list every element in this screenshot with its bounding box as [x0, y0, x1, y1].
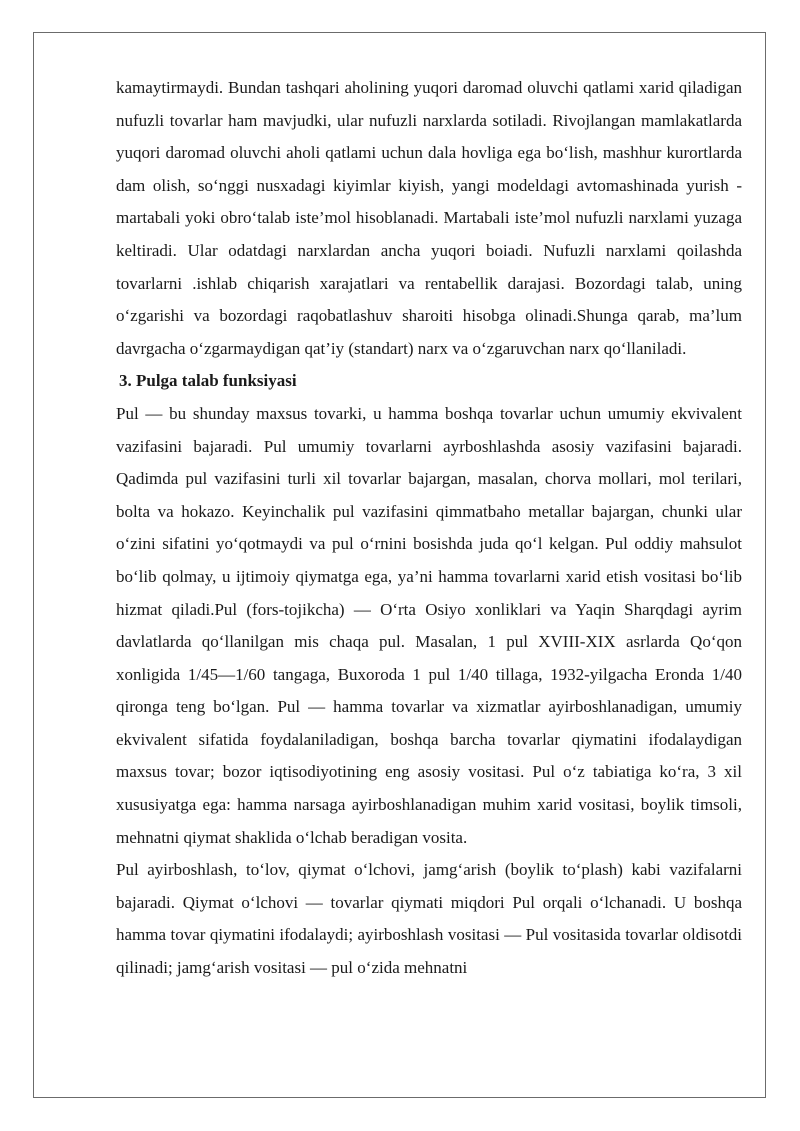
- paragraph-2: Pul — bu shunday maxsus tovarki, u hamma boshqa tovarlar uchun umumiy ekvivalent vazifasini bajaradi. Pul umumiy tovarlarni ayrboshlashda asosiy vazifasini bajaradi. Qadimda pul vazifasini turli xil tovarlar bajargan, masalan, chorva mollari, mol terilari, bolta va hokazo. Keyinchalik pul vazifasini qimmatbaho metallar bajargan, chunki ular o‘zini sifatini yo‘qotmaydi va pul o‘rnini bosishda juda qo‘l kelgan. Pul oddiy mahsulot bo‘lib qolmay, u ijtimoiy qiymatga ega, ya’ni hamma tovarlarni xarid etish vositasi bo‘lib hizmat qiladi.Pul (fors-tojikcha) — O‘rta Osiyo xonliklari va Yaqin Sharqdagi ayrim davlatlarda qo‘llanilgan mis chaqa pul. Masalan, 1 pul XVIII-XIX asrlarda Qo‘qon xonligida 1/45—1/60 tangaga, Buxoroda 1 pul 1/40 tillaga, 1932-yilgacha Eronda 1/40 qironga teng bo‘lgan. Pul — hamma tovarlar va xizmatlar ayirboshlanadigan, umumiy ekvivalent sifatida foydalaniladigan, boshqa barcha tovarlar qiymatini ifodalaydigan maxsus tovar; bozor iqtisodiyotining eng asosiy vositasi. Pul o‘z tabiatiga ko‘ra, 3 xil xususiyatga ega: hamma narsaga ayirboshlanadigan muhim xarid vositasi, boylik timsoli, mehnatni qiymat shaklida o‘lchab beradigan vosita.: [116, 403, 742, 847]
- document-body: [116, 72, 742, 985]
- section-heading: 3. Pulga talab funksiyasi: [119, 371, 297, 391]
- paragraph-1: kamaytirmaydi. Bundan tashqari aholining yuqori daromad oluvchi qatlami xarid qiladigan nufuzli tovarlar ham mavjudki, ular nufuzli narxlarda sotiladi. Rivojlangan mamlakatlarda yuqori daromad oluvchi aholi qatlami uchun dala hovliga ega bo‘lish, mashhur kurortlarda dam olish, so‘nggi nusxadagi kiyimlar kiyish, yangi modeldagi avtomashinada yurish - martabali yoki obro‘talab iste’mol hisoblanadi. Martabali iste’mol nufuzli narxlami yuzaga keltiradi. Ular odatdagi narxlardan ancha yuqori boiadi. Nufuzli narxlami qoilashda tovarlarni .ishlab chiqarish xarajatlari va rentabellik darajasi. Bozordagi talab, uning o‘zgarishi va bozordagi raqobatlashuv sharoiti hisobga olinadi.Shunga qarab, ma’lum davrgacha o‘zgarmaydigan qat’iy (standart) narx va o‘zgaruvchan narx qo‘llaniladi.: [116, 78, 742, 358]
- paragraph-3: Pul ayirboshlash, to‘lov, qiymat o‘lchovi, jamg‘arish (boylik to‘plash) kabi vazifalarni bajaradi. Qiymat o‘lchovi — tovarlar qiymati miqdori Pul orqali o‘lchanadi. U boshqa hamma tovar qiymatini ifodalaydi; ayirboshlash vositasi — Pul vositasida tovarlar oldisotdi qilinadi; jamg‘arish vositasi — pul o‘zida mehnatni: [116, 860, 742, 978]
